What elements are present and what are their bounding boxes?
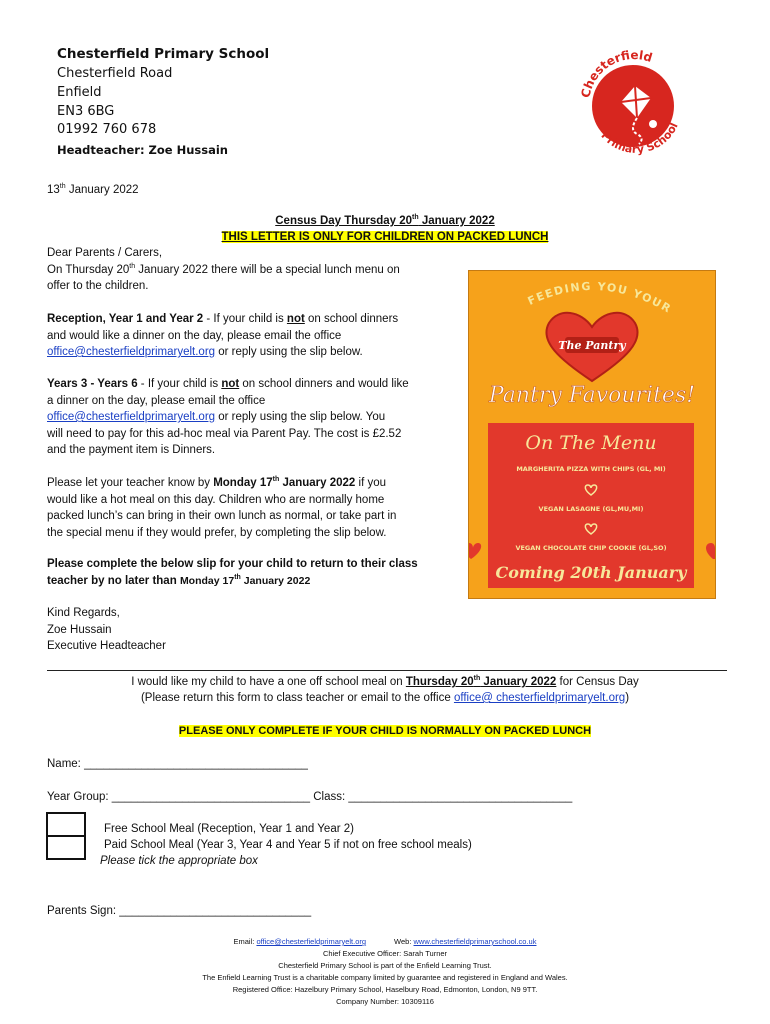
intro-line-2: offer to the children. <box>47 280 149 292</box>
letter-body <box>47 245 467 295</box>
free-meal-checkbox[interactable] <box>48 814 84 837</box>
tick-box-group <box>46 812 86 860</box>
menu-title: On The Menu <box>525 432 657 454</box>
letter-notice: THIS LETTER IS ONLY FOR CHILDREN ON PACKED LUNCH <box>221 231 549 243</box>
menu-item-1: MARGHERITA PIZZA WITH CHIPS (GL, MI) <box>516 465 666 473</box>
side-heart-right-icon <box>706 543 715 559</box>
footer-contact: Email: office@chesterfieldprimaryelt.org Web: www.chesterfieldprimaryschool.co.uk <box>233 937 537 946</box>
side-heart-left-icon <box>469 543 481 559</box>
slip-notice: PLEASE ONLY COMPLETE IF YOUR CHILD IS NORMALLY ON PACKED LUNCH <box>178 725 592 737</box>
address-line-2: Enfield <box>57 85 102 100</box>
slip-email-link[interactable]: office@ chesterfieldprimaryelt.org <box>453 692 626 704</box>
footer-office: Registered Office: Hazelbury Primary School, Haselbury Road, Edmonton, London, N9 9TT. <box>232 985 538 994</box>
school-phone: 01992 760 678 <box>57 122 157 137</box>
footer-trust: Chesterfield Primary School is part of the Enfield Learning Trust. <box>278 961 492 970</box>
slip-line-1: I would like my child to have a one off school meal on Thursday 20th January 2022 for Census Day <box>131 675 639 688</box>
footer-charity: The Enfield Learning Trust is a charitable company limited by guarantee and registered in England and Wales. <box>202 973 568 982</box>
paragraph-years-3-6: Years 3 - Years 6 - If your child is not on school dinners and would like a dinner on the day, please email the office office@chesterfieldprimaryelt.org or reply using the slip below. You will need to pay for this ad-hoc meal via Parent Pay. The cost is £2.52 and the payment item is Dinners. <box>47 378 409 456</box>
option-free-label: Free School Meal (Reception, Year 1 and Year 2) <box>104 823 354 835</box>
svg-text:FEEDING YOU YOUR <box>526 280 674 316</box>
coming-date: Coming 20th January <box>495 563 687 582</box>
poster-arc-text: FEEDING YOU YOUR <box>525 279 675 316</box>
paid-meal-checkbox[interactable] <box>48 837 84 858</box>
menu-box <box>488 423 694 588</box>
address-postcode: EN3 6BG <box>57 104 115 119</box>
cut-line <box>47 670 727 671</box>
small-heart-icon <box>585 485 596 495</box>
office-email-link-2[interactable]: office@chesterfieldprimaryelt.org <box>47 411 216 423</box>
pantry-poster <box>468 270 716 599</box>
office-email-link-1[interactable]: office@chesterfieldprimaryelt.org <box>47 346 216 358</box>
school-name: Chesterfield Primary School <box>57 46 270 62</box>
logo-text-bottom: Primary School <box>598 120 681 156</box>
address-line-1: Chesterfield Road <box>57 66 173 81</box>
footer-company: Company Number: 10309116 <box>336 997 434 1006</box>
small-heart-icon <box>585 524 596 534</box>
menu-item-3: VEGAN CHOCOLATE CHIP COOKIE (GL,SO) <box>515 544 667 552</box>
paragraph-return: Please complete the below slip for your child to return to their class teacher by no later than Monday 17th January 2022 <box>47 558 418 587</box>
greeting: Dear Parents / Carers, <box>47 247 163 259</box>
paragraph-deadline: Please let your teacher know by Monday 17th January 2022 if you would like a hot meal on this day. Children who are normally home packed lunch’s can bring in their own lunch as normal, or take part in the special menu if they would prefer, by completing the slip below. <box>47 476 397 539</box>
footer-ceo: Chief Executive Officer: Sarah Turner <box>322 949 448 958</box>
option-paid-label: Paid School Meal (Year 3, Year 4 and Year 5 if not on free school meals) <box>104 839 472 851</box>
parent-sign-field[interactable]: Parents Sign: ______________________________ <box>47 905 312 917</box>
logo-text-top: Chesterfield <box>578 47 655 100</box>
slip-line-2: (Please return this form to class teacher or email to the office office@ chesterfieldprimaryelt.org) <box>140 692 630 704</box>
tick-note: Please tick the appropriate box <box>100 855 258 867</box>
school-logo <box>575 42 693 162</box>
footer-web-link[interactable]: www.chesterfieldprimaryschool.co.uk <box>413 937 537 946</box>
intro-line: On Thursday 20th January 2022 there will be a special lunch menu on <box>47 262 400 276</box>
paragraph-reception: Reception, Year 1 and Year 2 - If your child is not on school dinners and would like a dinner on the day, please email the office office@chesterfieldprimaryelt.org or reply using the slip below. <box>47 313 399 358</box>
year-class-field[interactable]: Year Group: _______________________________ Class: ___________________________________ <box>47 791 573 803</box>
signoff: Kind Regards, Zoe Hussain Executive Headteacher <box>47 607 166 652</box>
poster-brand: The Pantry <box>558 339 626 352</box>
name-field[interactable]: Name: ___________________________________ <box>47 758 308 770</box>
headteacher-line: Headteacher: Zoe Hussain <box>57 143 228 157</box>
menu-item-2: VEGAN LASAGNE (GL,MU,MI) <box>538 505 644 513</box>
letter-title: Census Day Thursday 20th January 2022 <box>275 214 495 227</box>
poster-headline: Pantry Favourites! <box>488 383 696 408</box>
footer-email-link[interactable]: office@chesterfieldprimaryelt.org <box>256 937 367 946</box>
letter-date: 13th January 2022 <box>47 183 139 196</box>
